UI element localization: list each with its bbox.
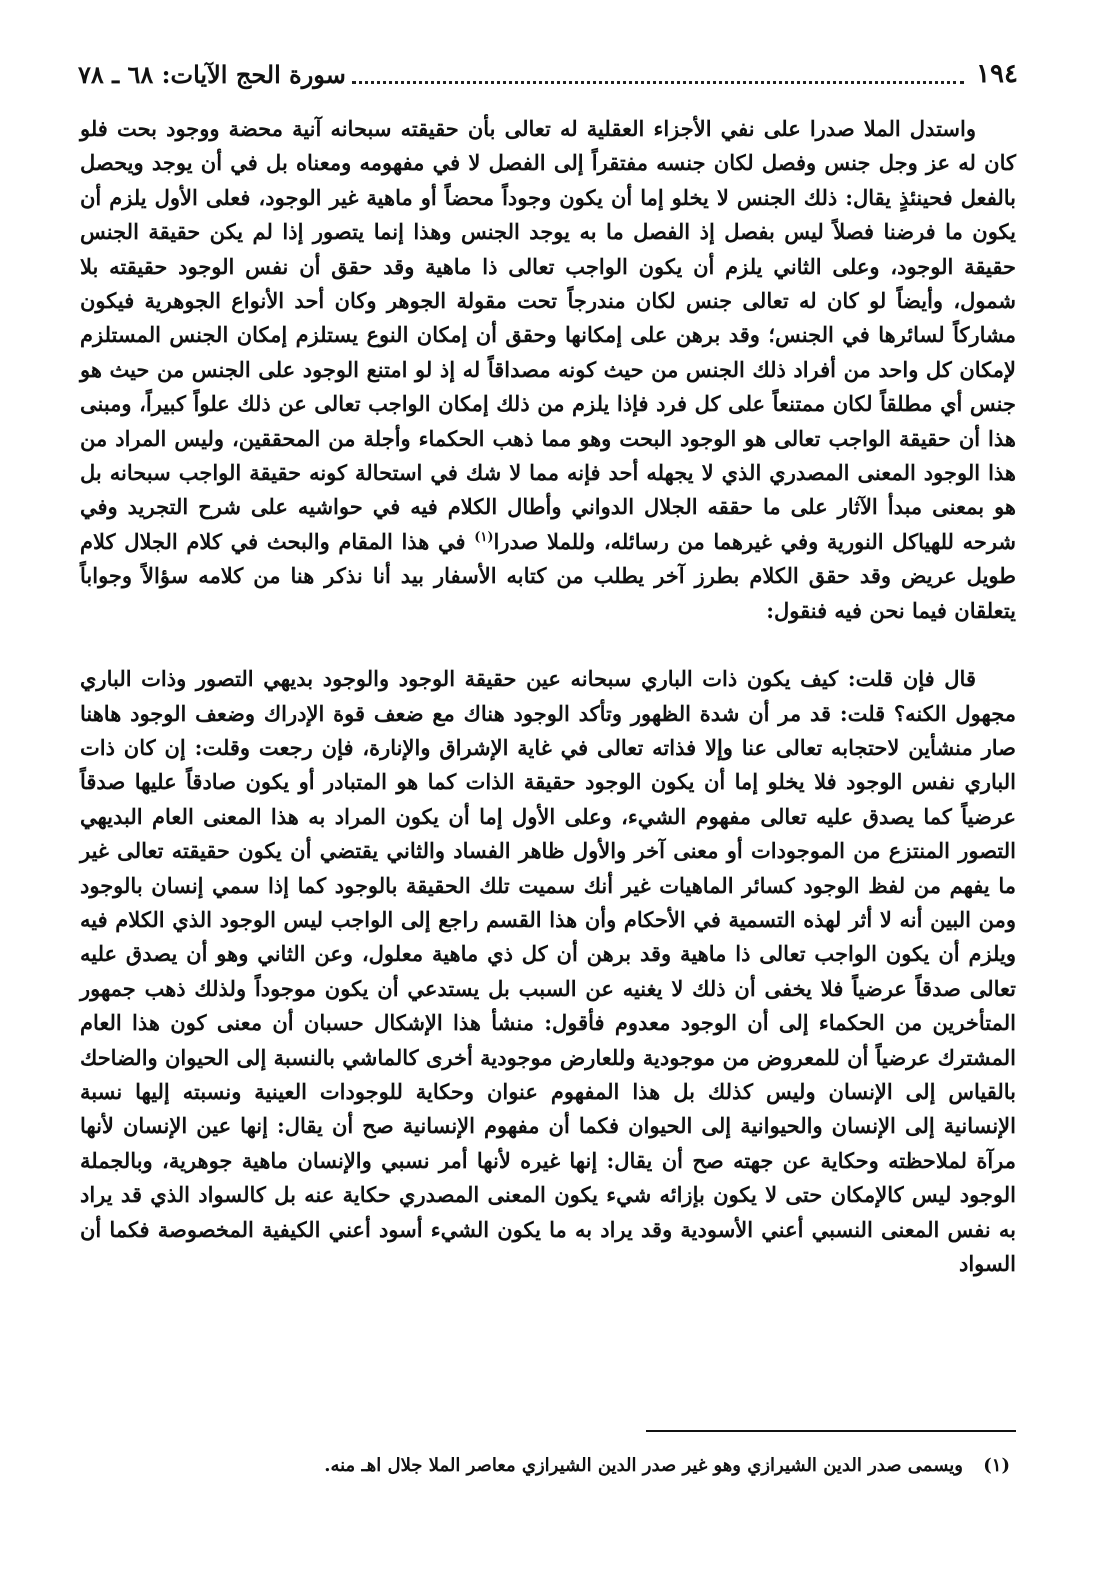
header-title: سورة الحج الآيات: ٦٨ ـ ٧٨: [78, 59, 346, 89]
footnote-reference: (١): [474, 529, 494, 545]
footnote: [80, 1452, 1010, 1480]
paragraph-2: قال فإن قلت: كيف يكون ذات الباري سبحانه عين حقيقة الوجود والوجود بديهي التصور وذات الباري مجهول الكنه؟ قلت: قد مر أن شدة الظهور وتأكد الوجود هناك مع ضعف قوة الإدراك وضعف الوجود هاهنا صار منشأين لاحتجابه تعالى عنا وإلا فذاته تعالى في غاية الإشراق والإنارة، فإن رجعت وقلت: إن كان ذات الباري نفس الوجود فلا يخلو إما أن يكون الوجود حقيقة الذات كما هو المتبادر أو يكون صادقاً عليها صدقاً عرضياً كما يصدق عليه تعالى مفهوم الشيء، وعلى الأول إما أن يكون المراد به هذا المعنى العام البديهي التصور المنتزع من الموجودات أو معنى آخر والأول ظاهر الفساد والثاني يقتضي أن يكون حقيقته تعالى غير ما يفهم من لفظ الوجود كسائر الماهيات غير أنك سميت تلك الحقيقة بالوجود كما إذا سمي إنسان بالوجود ومن البين أنه لا أثر لهذه التسمية في الأحكام وأن هذا القسم راجع إلى الواجب ليس الوجود الذي الكلام فيه ويلزم أن يكون الواجب تعالى ذا ماهية وقد برهن أن كل ذي ماهية معلول، وعن الثاني وهو أن يصدق عليه تعالى صدقاً عرضياً فلا يخفى أن ذلك لا يغنيه عن السبب بل يستدعي أن يكون موجوداً ولذلك ذهب جمهور المتأخرين من الحكماء إلى أن الوجود معدوم فأقول: منشأ هذا الإشكال حسبان أن معنى كون هذا العام المشترك عرضياً أن للمعروض من موجودية وللعارض موجودية أخرى كالماشي بالنسبة إلى الحيوان والضاحك بالقياس إلى الإنسان وليس كذلك بل هذا المفهوم عنوان وحكاية للوجودات العينية ونسبته إليها نسبة الإنسانية إلى الإنسان والحيوانية إلى الحيوان فكما أن مفهوم الإنسانية صح أن يقال: إنها عين الإنسان لأنها مرآة لملاحظته وحكاية عن جهته صح أن يقال: إنها غيره لأنها أمر نسبي والإنسان ماهية جوهرية، وبالجملة الوجود ليس كالإمكان حتى لا يكون بإزائه شيء يكون المعنى المصدري حكاية عنه بل كالسواد الذي قد يراد به نفس المعنى النسبي أعني الأسودية وقد يراد به ما يكون الشيء أسود أعني الكيفية المخصوصة فكما أن السواد: [80, 666, 1017, 1276]
paragraph-1-text-a: واستدل الملا صدرا على نفي الأجزاء العقلية له تعالى بأن حقيقته سبحانه آنية محضة ووجود بحت فلو كان له عز وجل جنس وفصل لكان جنسه مفتقراً إلى الفصل لا في مفهومه ومعناه بل في أن يوجد ويحصل بالفعل فحينئذٍ يقال: ذلك الجنس لا يخلو إما أن يكون وجوداً محضاً أو ماهية غير الوجود، فعلى الأول يلزم أن يكون ما فرضنا فصلاً ليس بفصل إذ الفصل ما به يوجد الجنس وهذا إنما يتصور إذا لم يكن حقيقة الجنس حقيقة الوجود، وعلى الثاني يلزم أن يكون الواجب تعالى ذا ماهية وقد حقق أن نفس الوجود حقيقته بلا شمول، وأيضاً لو كان له تعالى جنس لكان مندرجاً تحت مقولة الجوهر وكان أحد الأنواع الجوهرية فيكون مشاركاً لسائرها في الجنس؛ وقد برهن على إمكانها وحقق أن إمكان النوع يستلزم إمكان الجنس المستلزم لإمكان كل واحد من أفراد ذلك الجنس من حيث كونه مصداقاً له إذ لو امتنع الوجود على الجنس من حيث هو جنس أي مطلقاً لكان ممتنعاً على كل فرد فإذا يلزم من ذلك إمكان الواجب تعالى عن ذلك علواً كبيراً، ومبنى هذا أن حقيقة الواجب تعالى هو الوجود البحت وهو مما ذهب الحكماء وأجلة من المحققين، وليس المراد من هذا الوجود المعنى المصدري الذي لا يجهله أحد فإنه مما لا شك في استحالة كونه حقيقة الواجب سبحانه بل هو بمعنى مبدأ الآثار على ما حققه الجلال الدواني وأطال الكلام فيه في حواشيه على شرح التجريد وفي شرحه للهياكل النورية وفي غيرهما من رسائله، وللملا صدرا: [80, 116, 1016, 554]
paragraph-1-text-b: في هذا المقام والبحث في كلام الجلال كلام طويل عريض وقد حقق الكلام بطرز آخر يطلب من كتابه الأسفار بيد أنا نذكر هنا من كلامه سؤالاً وجواباً يتعلقان فيما نحن فيه فنقول:: [80, 528, 1016, 623]
footnote-divider: [646, 1430, 1016, 1432]
running-header: [78, 52, 1018, 96]
header-dot-leader: [352, 65, 964, 84]
footnote-text: ويسمى صدر الدين الشيرازي وهو غير صدر الدين الشيرازي معاصر الملا جلال اهـ منه.: [324, 1455, 963, 1476]
footnote-marker: (١): [983, 1455, 1010, 1476]
main-text: [80, 112, 1016, 1281]
page-number: ١٩٤: [976, 59, 1018, 89]
paragraph-1: [80, 112, 1016, 628]
